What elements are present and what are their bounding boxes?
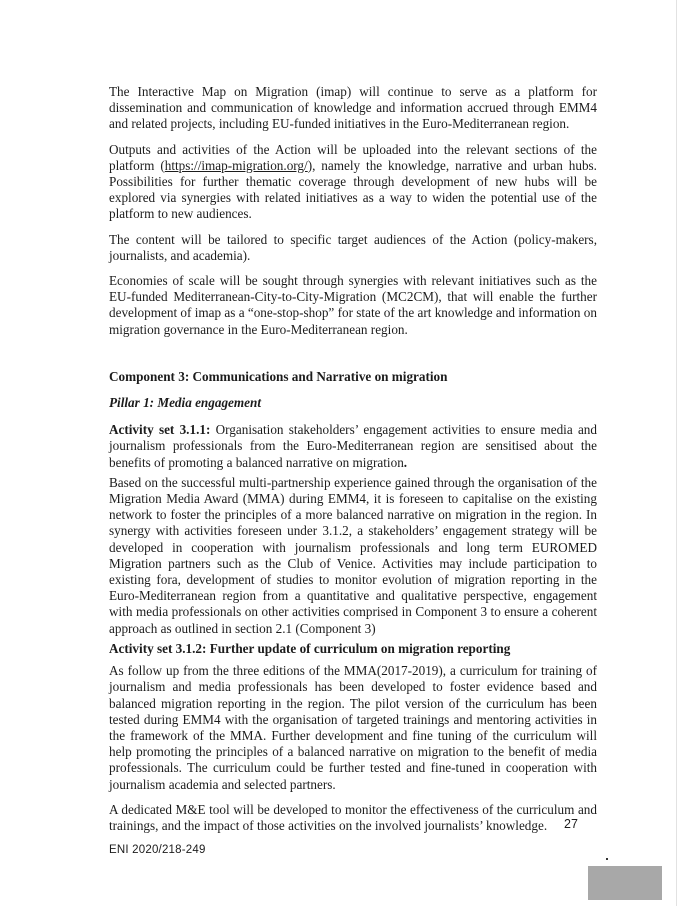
activity-311-body: Based on the successful multi-partnership experience gained through the organisation of the Migration Media Award (MMA) during EMM4, it is foreseen to capitalise on the existing network to foster the principles of a more balanced narrative on migration in the region. In synergy with activities foreseen under 3.1.2, a stakeholders’ engagement strategy will be developed in cooperation with journalism professionals and long term EUROMED Migration partners such as the Club of Venice. Activities may include participation to existing fora, development of studies to monitor evolution of migration reporting in the Euro-Mediterranean region from a quantitative and qualitative perspective, engagement with media professionals on other activities comprised in Component 3 to ensure a coherent approach as outlined in section 2.1 (Component 3) — [109, 474, 597, 636]
activity-311-intro — [109, 422, 597, 471]
activity-312-me-tool: A dedicated M&E tool will be developed to monitor the effectiveness of the curriculum and trainings, and the impact of those activities on the involved journalists’ knowledge. — [109, 801, 597, 833]
page-number: 27 — [564, 817, 578, 831]
activity-311-period: . — [403, 454, 408, 470]
activity-312-body: As follow up from the three editions of the MMA(2017-2019), a curriculum for training of journalism and media professionals has been developed to foster evidence based and balanced migration reporting in the region. The pilot version of the curriculum has been tested during EMM4 with the organisation of targeted trainings and mentoring activities in the framework of the MMA. Further development and fine tuning of the curriculum will help promoting the principles of a balanced narrative on migration to the benefit of media professionals. The curriculum could be further tested and fine-tuned in cooperation with journalism academia and selected partners. — [109, 663, 597, 792]
redaction-block — [588, 866, 662, 900]
scan-speck — [606, 858, 608, 860]
paragraph-outputs-activities — [109, 142, 597, 223]
document-reference: ENI 2020/218-249 — [109, 844, 206, 856]
page-edge-line — [676, 0, 677, 906]
paragraph-economies-of-scale: Economies of scale will be sought through synergies with relevant initiatives such as the EU-funded Mediterranean-City-to-City-Migration (MC2CM), that will enable the further development of imap as a “one-stop-shop” for state of the art knowledge and information on migration governance in the Euro-Mediterranean region. — [109, 273, 597, 337]
paragraph-target-audiences: The content will be tailored to specific target audiences of the Action (policy-makers, journalists, and academia). — [109, 231, 597, 263]
paragraph-text: ), namely the knowledge, narrative and urban hubs. Possibilities for further thematic coverage through development of new hubs will be explored via synergies with related initiatives as a way to widen the potential use of the platform to new audiences. — [109, 157, 597, 222]
activity-311-label: Activity set 3.1.1: — [109, 422, 211, 438]
paragraph-imap-platform: The Interactive Map on Migration (imap) will continue to serve as a platform for dissemination and communication of knowledge and information accrued through EMM4 and related projects, including EU-funded initiatives in the Euro-Mediterranean region. — [109, 84, 597, 132]
paragraph-text: Outputs and activities of the Action will be uploaded into the relevant sections of the platform ( — [109, 141, 597, 173]
imap-link[interactable]: https://imap-migration.org/ — [164, 157, 308, 173]
document-body — [109, 84, 597, 843]
activity-312-heading: Activity set 3.1.2: Further update of curriculum on migration reporting — [109, 640, 511, 656]
component-heading: Component 3: Communications and Narrative on migration — [109, 368, 448, 384]
activity-311-text: Organisation stakeholders’ engagement activities to ensure media and journalism professionals from the Euro-Mediterranean region are sensitised about the benefits of promoting a balanced narrative on migration — [109, 422, 597, 470]
pillar-heading: Pillar 1: Media engagement — [109, 395, 262, 411]
